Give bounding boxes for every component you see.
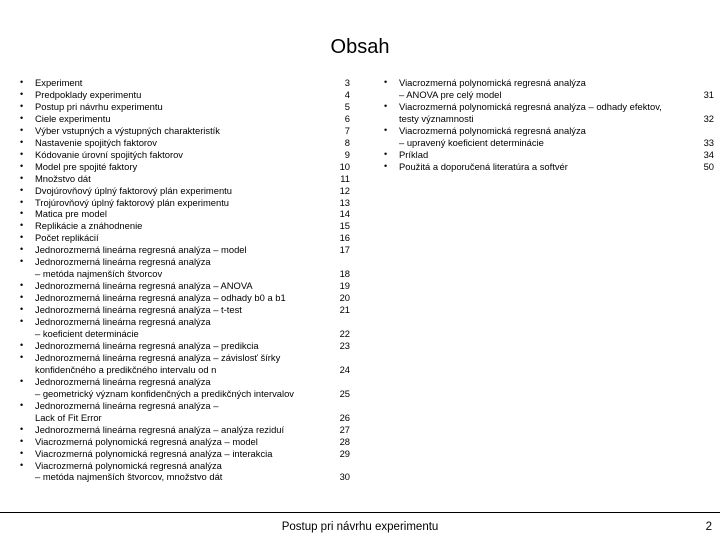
toc-entry-title xyxy=(35,280,324,292)
toc-entry-page: 12 xyxy=(339,184,350,196)
toc-left-column xyxy=(20,77,350,483)
toc-entry xyxy=(20,256,350,280)
toc-entry-page: 15 xyxy=(339,220,350,232)
toc-entry-line: Jednorozmerná lineárna regresná analýza – predikcia xyxy=(35,339,259,351)
toc-entry-line: Viacrozmerná polynomická regresná analýza – model xyxy=(35,435,258,447)
bullet-icon: • xyxy=(20,435,24,446)
toc-entry-line: Postup pri návrhu experimentu xyxy=(35,100,163,112)
toc-entry-page: 18 xyxy=(339,268,350,280)
toc-entry-line: Počet replikácií xyxy=(35,232,99,244)
toc-entry-title xyxy=(35,340,324,352)
toc-entry-line: Ciele experimentu xyxy=(35,112,111,124)
bullet-icon: • xyxy=(384,100,388,111)
toc-entry-line: Jednorozmerná lineárna regresná analýza – odhady b0 a b1 xyxy=(35,292,286,304)
toc-entry-page: 19 xyxy=(339,280,350,292)
toc-entry-line: testy významnosti xyxy=(399,112,474,124)
toc-entry-page: 32 xyxy=(703,112,714,124)
toc-entry-page: 7 xyxy=(344,124,350,136)
toc-entry xyxy=(20,460,350,484)
toc-entry-line: Jednorozmerná lineárna regresná analýza – xyxy=(35,399,219,411)
bullet-icon: • xyxy=(20,375,24,386)
bullet-icon: • xyxy=(20,339,24,350)
toc-entry-page: 33 xyxy=(703,136,714,148)
toc-entry-page: 26 xyxy=(339,411,350,423)
toc-entry-line: Nastavenie spojitých faktorov xyxy=(35,136,157,148)
toc-entry xyxy=(20,101,350,113)
toc-entry-title xyxy=(399,101,688,125)
page-number: 2 xyxy=(705,521,712,533)
toc-entry-page: 4 xyxy=(344,88,350,100)
toc-entry-page: 23 xyxy=(339,339,350,351)
toc-entry-title xyxy=(399,149,688,161)
toc-entry-line: Model pre spojité faktory xyxy=(35,160,138,172)
bullet-icon: • xyxy=(20,136,24,147)
toc-entry xyxy=(20,89,350,101)
toc-entry-line: Jednorozmerná lineárna regresná analýza – ANOVA xyxy=(35,280,253,292)
toc-entry xyxy=(384,77,714,101)
toc-entry xyxy=(20,185,350,197)
toc-entry-page: 24 xyxy=(339,363,350,375)
toc-entry xyxy=(20,208,350,220)
toc-entry xyxy=(20,244,350,256)
toc-entry xyxy=(20,292,350,304)
toc-entry-page: 50 xyxy=(703,160,714,172)
toc-entry xyxy=(20,316,350,340)
toc-entry-page: 27 xyxy=(339,423,350,435)
toc-entry-line: Kódovanie úrovní spojitých faktorov xyxy=(35,148,183,160)
toc-entry-line: Viacrozmerná polynomická regresná analýza xyxy=(399,77,586,88)
toc-entry-line: Jednorozmerná lineárna regresná analýza – závislosť šírky xyxy=(35,351,281,363)
toc-entry-title xyxy=(35,352,324,376)
toc-entry-line: Viacrozmerná polynomická regresná analýza xyxy=(35,459,222,471)
toc-entry-title xyxy=(35,113,324,125)
bullet-icon: • xyxy=(20,447,24,458)
bullet-icon: • xyxy=(20,292,24,303)
bullet-icon: • xyxy=(20,459,24,470)
toc-entry-line: Jednorozmerná lineárna regresná analýza xyxy=(35,375,211,387)
toc-entry-title xyxy=(35,208,324,220)
toc-entry-title xyxy=(399,161,688,173)
bullet-icon: • xyxy=(20,100,24,111)
toc-entry-line: Množstvo dát xyxy=(35,172,91,184)
toc-entry xyxy=(20,304,350,316)
bullet-icon: • xyxy=(20,304,24,315)
footer-title: Postup pri návrhu experimentu xyxy=(281,521,439,533)
toc-entry-title xyxy=(35,89,324,101)
toc-entry-title xyxy=(35,232,324,244)
toc-entry-line: Trojúrovňový úplný faktorový plán experimentu xyxy=(35,196,230,208)
toc-entry-page: 9 xyxy=(344,148,350,160)
toc-entry xyxy=(384,161,714,173)
toc-entry xyxy=(20,340,350,352)
toc-entry xyxy=(20,197,350,209)
toc-entry xyxy=(20,113,350,125)
toc-entry-title xyxy=(35,149,324,161)
page-title: Obsah xyxy=(330,36,390,58)
toc-entry-page: 31 xyxy=(703,88,714,100)
toc-entry-title xyxy=(35,304,324,316)
toc-right-column xyxy=(384,77,714,173)
toc-entry-page: 34 xyxy=(703,148,714,160)
toc-entry-page: 8 xyxy=(344,136,350,148)
bullet-icon: • xyxy=(20,77,24,87)
toc-entry-line: Viacrozmerná polynomická regresná analýza – interakcia xyxy=(35,447,273,459)
bullet-icon: • xyxy=(20,112,24,123)
bullet-icon: • xyxy=(20,220,24,231)
toc-entry-title xyxy=(35,436,324,448)
toc-entry-title xyxy=(35,77,324,89)
toc-entry-title xyxy=(35,376,324,400)
toc-entry-page: 11 xyxy=(340,172,350,184)
toc-entry-title xyxy=(35,244,324,256)
toc-entry-line: – ANOVA pre celý model xyxy=(399,88,502,100)
toc-entry-line: Jednorozmerná lineárna regresná analýza xyxy=(35,316,211,328)
bullet-icon: • xyxy=(384,77,388,87)
toc-entry-line: Viacrozmerná polynomická regresná analýza – odhady efektov, xyxy=(399,100,662,112)
toc-entry-title xyxy=(35,400,324,424)
toc-entry-line: konfidenčného a predikčného intervalu od n xyxy=(35,363,217,375)
toc-entry-title xyxy=(35,256,324,280)
toc-entry-line: Jednorozmerná lineárna regresná analýza – t-test xyxy=(35,304,242,316)
toc-entry-title xyxy=(35,460,324,484)
toc-entry xyxy=(20,149,350,161)
toc-entry-line: Príklad xyxy=(399,148,429,160)
toc-entry-line: Experiment xyxy=(35,77,83,88)
toc-entry-page: 29 xyxy=(339,447,350,459)
toc-entry-line: Použitá a doporučená literatúra a softvér xyxy=(399,160,568,172)
bullet-icon: • xyxy=(20,423,24,434)
bullet-icon: • xyxy=(20,208,24,219)
bullet-icon: • xyxy=(20,232,24,243)
toc-entry-title xyxy=(35,292,324,304)
toc-entry-title xyxy=(35,197,324,209)
toc-entry-page: 14 xyxy=(339,208,350,220)
toc-entry-line: – metóda najmenších štvorcov xyxy=(35,268,163,280)
toc-entry-title xyxy=(35,448,324,460)
toc-entry-line: – upravený koeficient determinácie xyxy=(399,136,544,148)
bullet-icon: • xyxy=(20,160,24,171)
toc-entry xyxy=(20,424,350,436)
bullet-icon: • xyxy=(20,196,24,207)
toc-entry-line: – geometrický význam konfidenčných a predikčných intervalov xyxy=(35,387,294,399)
toc-entry-title xyxy=(399,125,688,149)
bullet-icon: • xyxy=(384,148,388,159)
toc-entry xyxy=(20,173,350,185)
bullet-icon: • xyxy=(20,316,24,327)
toc-entry-line: – metóda najmenších štvorcov, množstvo dát xyxy=(35,471,223,483)
toc-entry-page: 25 xyxy=(339,387,350,399)
toc-entry-title xyxy=(35,424,324,436)
toc-entry xyxy=(20,448,350,460)
toc-entry xyxy=(20,352,350,376)
toc-entry-page: 3 xyxy=(344,77,350,88)
toc-entry-title xyxy=(35,101,324,113)
toc-entry xyxy=(20,125,350,137)
toc-entry xyxy=(20,161,350,173)
toc-entry-title xyxy=(35,137,324,149)
toc-entry-title xyxy=(35,185,324,197)
toc-entry-line: Replikácie a znáhodnenie xyxy=(35,220,143,232)
toc-entry xyxy=(384,125,714,149)
bullet-icon: • xyxy=(20,124,24,135)
toc-entry-title xyxy=(35,316,324,340)
toc-entry xyxy=(20,137,350,149)
bullet-icon: • xyxy=(20,280,24,291)
toc-entry-title xyxy=(35,125,324,137)
bullet-icon: • xyxy=(20,256,24,267)
toc-entry-page: 16 xyxy=(339,232,350,244)
toc-entry-page: 13 xyxy=(339,196,350,208)
bullet-icon: • xyxy=(20,184,24,195)
toc-entry-page: 10 xyxy=(339,160,350,172)
toc-entry-line: Lack of Fit Error xyxy=(35,411,102,423)
toc-entry-line: Jednorozmerná lineárna regresná analýza – analýza reziduí xyxy=(35,423,285,435)
toc-entry-line: Viacrozmerná polynomická regresná analýza xyxy=(399,124,586,136)
bullet-icon: • xyxy=(20,148,24,159)
toc-entry xyxy=(20,77,350,89)
toc-entry xyxy=(20,436,350,448)
toc-entry-page: 6 xyxy=(344,112,350,124)
bullet-icon: • xyxy=(20,244,24,255)
bullet-icon: • xyxy=(20,172,24,183)
toc-entry-page: 28 xyxy=(339,435,350,447)
toc-entry xyxy=(384,101,714,125)
toc-entry-page: 20 xyxy=(339,292,350,304)
toc-entry-page: 5 xyxy=(344,100,350,112)
toc-entry-page: 17 xyxy=(339,244,350,256)
toc-entry-line: Jednorozmerná lineárna regresná analýza xyxy=(35,256,211,268)
toc-entry xyxy=(20,232,350,244)
toc-entry-title xyxy=(35,161,324,173)
bullet-icon: • xyxy=(20,88,24,99)
toc-entry xyxy=(20,220,350,232)
bullet-icon: • xyxy=(384,160,388,171)
toc-entry-line: Matica pre model xyxy=(35,208,107,220)
toc-entry-title xyxy=(35,173,324,185)
toc-entry-page: 22 xyxy=(339,328,350,340)
bullet-icon: • xyxy=(384,124,388,135)
toc-entry-page: 30 xyxy=(339,471,350,483)
toc-entry-title xyxy=(399,77,688,101)
toc-entry xyxy=(384,149,714,161)
footer-divider xyxy=(0,512,720,513)
toc-entry-line: Predpoklady experimentu xyxy=(35,88,142,100)
toc-entry-page: 21 xyxy=(339,304,350,316)
toc-entry xyxy=(20,376,350,400)
toc-entry-title xyxy=(35,220,324,232)
toc-entry-line: Dvojúrovňový úplný faktorový plán experimentu xyxy=(35,184,232,196)
bullet-icon: • xyxy=(20,351,24,362)
toc-entry-line: Výber vstupných a výstupných charakteristík xyxy=(35,124,220,136)
toc-entry xyxy=(20,400,350,424)
bullet-icon: • xyxy=(20,399,24,410)
toc-entry xyxy=(20,280,350,292)
toc-entry-line: Jednorozmerná lineárna regresná analýza – model xyxy=(35,244,247,256)
toc-entry-line: – koeficient determinácie xyxy=(35,328,139,340)
